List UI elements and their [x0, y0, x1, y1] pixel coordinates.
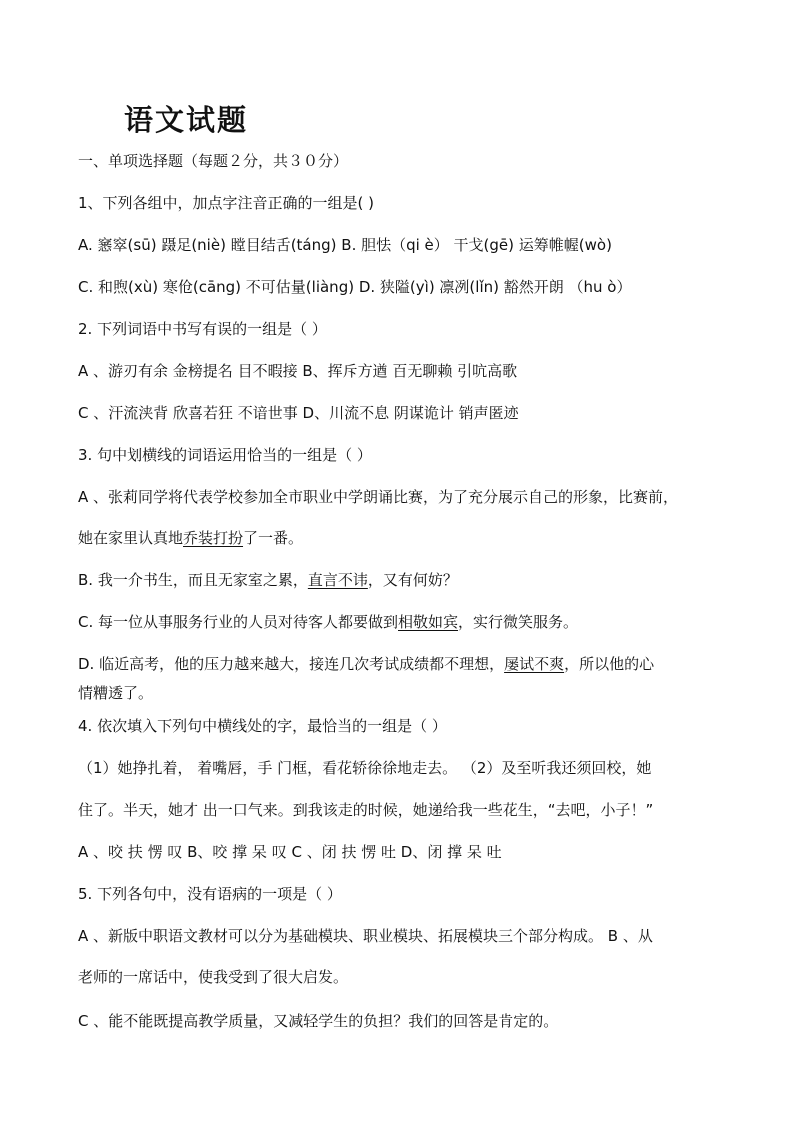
question-2-options-cd: C 、汗流浃背 欣喜若狂 不谙世事 D、川流不息 阴谋诡计 销声匿迹	[78, 404, 519, 422]
section-heading: 一、单项选择题（每题２分，共３０分）	[78, 152, 349, 170]
question-5-option-a: A 、新版中职语文教材可以分为基础模块、职业模块、拓展模块三个部分构成。 B 、从	[78, 927, 653, 945]
option-text: B. 我一介书生，而且无家室之累，	[78, 571, 308, 589]
question-3-stem: 3. 句中划横线的词语运用恰当的一组是（ ）	[78, 446, 372, 464]
question-2-stem: 2. 下列词语中书写有误的一组是（ ）	[78, 320, 327, 338]
question-5-stem: 5. 下列各句中，没有语病的一项是（ ）	[78, 885, 342, 903]
question-5-option-b-continued: 老师的一席话中，使我受到了很大启发。	[78, 968, 349, 986]
question-3-option-a: A 、张莉同学将代表学校参加全市职业中学朗诵比赛，为了充分展示自己的形象，比赛前，	[78, 488, 679, 506]
question-3-option-d-continued: 情糟透了。	[78, 684, 154, 702]
question-1-options-cd: C. 和煦(xù) 寒伧(cāng) 不可估量(liàng) D. 狭隘(yì) 凛冽(lǐn) 豁然开朗 （hu ò）	[78, 278, 632, 296]
question-3-option-d	[78, 654, 728, 674]
underlined-term: 乔装打扮	[183, 529, 244, 547]
question-1-stem: 1、下列各组中，加点字注音正确的一组是( )	[78, 194, 375, 212]
question-3-option-c	[78, 612, 728, 632]
underlined-term: 直言不讳	[307, 571, 368, 589]
question-4-passage-line-1: （1）她挣扎着， 着嘴唇，手 门框，看花轿徐徐地走去。 （2）及至听我还须回校，她	[78, 759, 652, 777]
option-text: ，实行微笑服务。	[458, 613, 579, 631]
option-text: D. 临近高考，他的压力越来越大，接连几次考试成绩都不理想，	[78, 655, 505, 673]
option-text: ，所以他的心	[564, 655, 655, 673]
underlined-term: 相敬如宾	[398, 613, 459, 631]
question-3-option-a-continued	[78, 528, 728, 548]
underlined-term: 屡试不爽	[504, 655, 565, 673]
question-3-option-b	[78, 570, 728, 590]
question-4-passage-line-2: 住了。半天，她才 出一口气来。到我该走的时候，她递给我一些花生，“去吧，小子！”	[78, 801, 654, 819]
option-text: ，又有何妨？	[367, 571, 458, 589]
question-4-stem: 4. 依次填入下列句中横线处的字，最恰当的一组是（ ）	[78, 717, 447, 735]
option-text: 了一番。	[243, 529, 304, 547]
option-text: 她在家里认真地	[78, 529, 184, 547]
page-title: 语文试题	[124, 103, 249, 137]
option-text: C. 每一位从事服务行业的人员对待客人都要做到	[78, 613, 399, 631]
question-1-options-ab: A. 窸窣(sū) 蹑足(niè) 瞠目结舌(táng) B. 胆怯（qi è） 干戈(gē) 运筹帷幄(wò)	[78, 236, 612, 254]
question-2-options-ab: A 、游刃有余 金榜提名 目不暇接 B、挥斥方遒 百无聊赖 引吭高歌	[78, 362, 518, 380]
question-4-options: A 、咬 扶 愣 叹 B、咬 撑 呆 叹 C 、闭 扶 愣 吐 D、闭 撑 呆 吐	[78, 843, 502, 861]
question-5-option-c: C 、能不能既提高教学质量，又减轻学生的负担？我们的回答是肯定的。	[78, 1012, 559, 1030]
